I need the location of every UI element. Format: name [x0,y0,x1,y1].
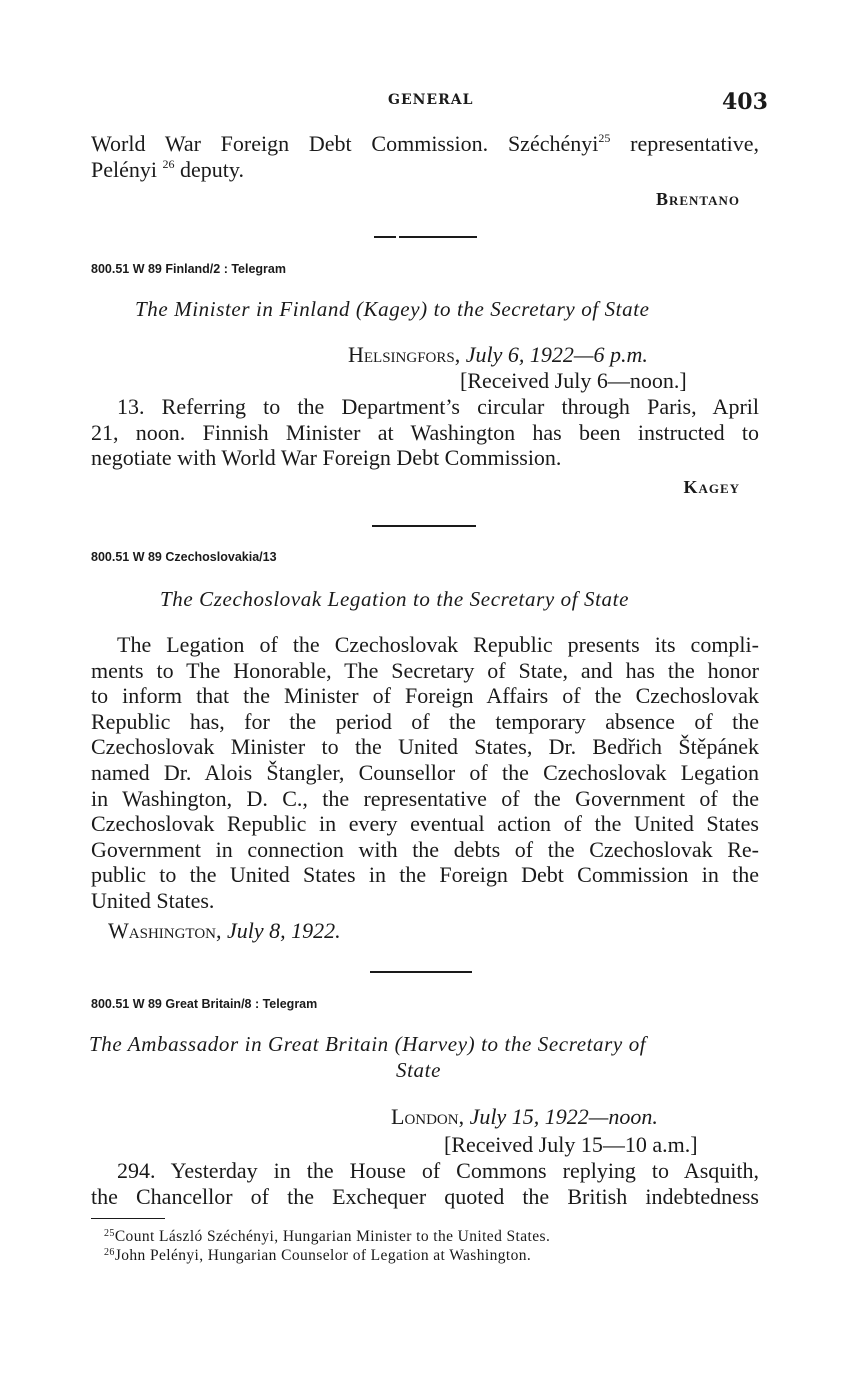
body-line: The Legation of the Czechoslovak Republic presents its compli- [117,632,759,657]
footnote-text: Count László Széchényi, Hungarian Minister to the United States. [114,1228,551,1245]
page-number: 403 [722,89,768,115]
footnote-rule [91,1218,165,1219]
body-line: named Dr. Alois Štangler, Counsellor of the Czechoslovak Legation [91,759,759,785]
document-heading: The Czechoslovak Legation to the Secretary of State [160,587,629,611]
document-heading-line-2: State [396,1058,441,1082]
body-line: 21, noon. Finnish Minister at Washington has been instructed to [91,419,759,445]
footnote-marker: 26 [104,1247,115,1258]
dateline [391,1104,658,1130]
continuation-line-2 [91,157,759,183]
file-reference: 800.51 W 89 Finland/2 : Telegram [91,262,286,276]
signature-brentano: Brentano [655,189,740,209]
continuation-text-c: Pelényi [91,156,157,182]
footnote-text: John Pelényi, Hungarian Counselor of Legation at Washington. [114,1247,532,1264]
body-line: United States. [91,887,215,913]
continuation-text-d: deputy. [180,156,244,182]
body-line: Czechoslovak Minister to the United States, Dr. Bedřich Štěpánek [91,734,759,760]
separator-rule [399,236,477,238]
received-note: [Received July 15—10 a.m.] [444,1132,698,1157]
continuation-line-1 [91,131,759,157]
separator-rule [372,525,476,527]
file-reference: 800.51 W 89 Great Britain/8 : Telegram [91,997,318,1011]
telegram-body [91,1158,759,1209]
body-line: Republic has, for the period of the temporary absence of the [91,708,759,734]
document-heading-line-1: The Ambassador in Great Britain (Harvey) to the Secretary of [89,1032,647,1056]
body-line: 13. Referring to the Department’s circular through Paris, April [117,394,759,419]
body-line: Czechoslovak Republic in every eventual action of the United States [91,811,759,837]
dateline-date: July 8, 1922. [227,918,341,943]
body-line: Government in connection with the debts of the Czechoslovak Re- [91,836,759,862]
dateline-place: Helsingfors, [348,342,461,367]
footnote-marker: 25 [104,1228,115,1239]
dateline-date: July 6, 1922—6 p.m. [465,342,648,367]
dateline-place: London, [391,1104,465,1129]
body-line: in Washington, D. C., the representative of the Government of the [91,785,759,811]
running-head: GENERAL [388,92,474,108]
continuation-text-b: representative, [630,131,760,156]
document-heading: The Minister in Finland (Kagey) to the Secretary of State [135,297,650,321]
separator-rule [374,236,396,238]
body-line: 294. Yesterday in the House of Commons replying to Asquith, [117,1158,759,1183]
body-line: the Chancellor of the Exchequer quoted the British indebtedness [91,1183,759,1209]
telegram-body [91,394,759,471]
note-body [91,632,759,914]
footnote-25 [104,1228,550,1246]
dateline [108,918,341,944]
continuation-text-a: World War Foreign Debt Commission. Széchényi [91,131,599,156]
signature-kagey: Kagey [683,477,740,497]
file-reference: 800.51 W 89 Czechoslovakia/13 [91,550,277,564]
dateline-place: Washington, [108,918,222,943]
body-line: to inform that the Minister of Foreign Affairs of the Czechoslovak [91,683,759,709]
body-line: public to the United States in the Foreign Debt Commission in the [91,862,759,888]
body-line: ments to The Honorable, The Secretary of State, and has the honor [91,657,759,683]
body-line: negotiate with World War Foreign Debt Commission. [91,445,562,471]
separator-rule [370,971,472,973]
footnote-26 [104,1247,531,1265]
continuation-paragraph [91,131,759,182]
dateline [348,342,648,368]
footnote-ref-25: 25 [598,131,611,145]
footnote-ref-26: 26 [162,156,175,171]
dateline-date: July 15, 1922—noon. [469,1104,658,1129]
received-note: [Received July 6—noon.] [460,368,687,393]
